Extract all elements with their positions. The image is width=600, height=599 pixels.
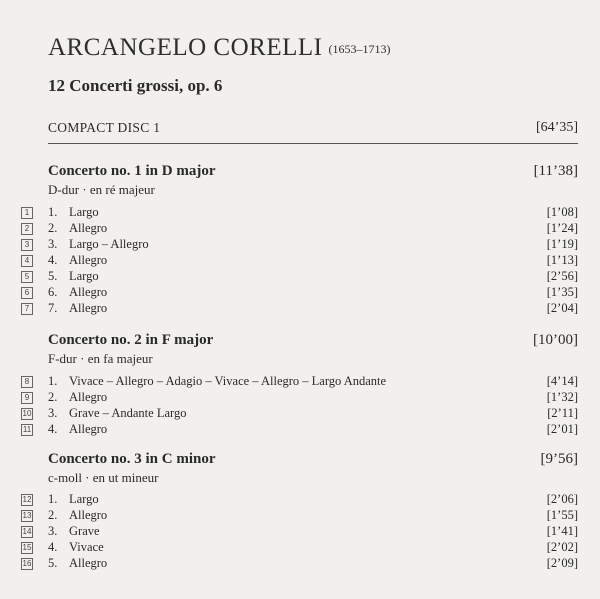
movement-name: Allegro <box>69 253 108 267</box>
concerto-title: Concerto no. 3 in C minor <box>48 451 216 467</box>
concerto-duration: [10’00] <box>533 332 578 348</box>
track-duration: [4’14] <box>546 374 578 388</box>
track-row[interactable] <box>0 221 600 237</box>
composer-name: ARCANGELO CORELLI <box>48 34 323 61</box>
movement-name: Grave – Andante Largo <box>69 406 187 420</box>
track-row[interactable] <box>0 556 600 572</box>
track-duration: [1’32] <box>546 390 578 404</box>
track-number-box: 1 <box>21 207 33 219</box>
movement-number: 4. <box>48 540 58 554</box>
track-duration: [1’24] <box>546 221 578 235</box>
track-duration: [1’35] <box>546 285 578 299</box>
track-number-box: 6 <box>21 287 33 299</box>
movement-number: 4. <box>48 253 58 267</box>
track-row[interactable] <box>0 524 600 540</box>
movement-name: Allegro <box>69 221 108 235</box>
movement-name: Allegro <box>69 556 108 570</box>
track-duration: [2’04] <box>546 301 578 315</box>
movement-name: Allegro <box>69 390 108 404</box>
track-number-box: 13 <box>22 511 32 520</box>
movement-number: 2. <box>48 508 58 522</box>
track-number-box: 11 <box>22 425 32 434</box>
track-row[interactable] <box>0 285 600 301</box>
concerto-title: Concerto no. 1 in D major <box>48 163 216 179</box>
track-duration: [1’08] <box>546 205 578 219</box>
movement-number: 6. <box>48 285 58 299</box>
track-duration: [1’55] <box>546 508 578 522</box>
track-number-box: 3 <box>21 239 33 251</box>
movement-name: Vivace – Allegro – Adagio – Vivace – Allegro – Largo Andante <box>69 374 387 388</box>
movement-number: 7. <box>48 301 58 315</box>
track-duration: [1’41] <box>546 524 578 538</box>
track-duration: [2’01] <box>546 422 578 436</box>
track-number-box: 5 <box>21 271 33 283</box>
movement-name: Allegro <box>69 422 108 436</box>
track-duration: [2’09] <box>546 556 578 570</box>
track-row[interactable] <box>0 301 600 317</box>
track-number-box: 9 <box>21 392 33 404</box>
movement-number: 5. <box>48 269 58 283</box>
track-row[interactable] <box>0 237 600 253</box>
movement-number: 4. <box>48 422 58 436</box>
track-duration: [1’13] <box>546 253 578 267</box>
composer-heading <box>48 34 390 62</box>
disc-duration: [64’35] <box>536 120 578 135</box>
track-row[interactable] <box>0 390 600 406</box>
track-duration: [2’02] <box>546 540 578 554</box>
movement-name: Grave <box>69 524 100 538</box>
track-number-box: 8 <box>21 376 33 388</box>
track-row[interactable] <box>0 508 600 524</box>
movement-name: Allegro <box>69 508 108 522</box>
work-title: 12 Concerti grossi, op. 6 <box>48 76 223 95</box>
track-number-box: 16 <box>22 559 32 568</box>
track-number-box: 7 <box>21 303 33 315</box>
track-number-box: 4 <box>21 255 33 267</box>
movement-name: Allegro <box>69 301 108 315</box>
track-number-box: 14 <box>22 527 32 536</box>
movement-number: 1. <box>48 492 58 506</box>
concerto-subtitle: c-moll · en ut mineur <box>48 470 159 485</box>
movement-name: Allegro <box>69 285 108 299</box>
concerto-duration: [9’56] <box>540 451 578 467</box>
track-duration: [1’19] <box>546 237 578 251</box>
movement-number: 1. <box>48 374 58 388</box>
track-row[interactable] <box>0 374 600 390</box>
divider <box>48 143 578 144</box>
movement-name: Largo <box>69 269 99 283</box>
track-duration: [2’56] <box>546 269 578 283</box>
concerto-duration: [11’38] <box>533 163 578 179</box>
movement-number: 3. <box>48 237 58 251</box>
track-row[interactable] <box>0 406 600 422</box>
track-duration: [2’11] <box>547 406 578 420</box>
disc-label: COMPACT DISC 1 <box>48 120 161 135</box>
movement-name: Largo <box>69 492 99 506</box>
movement-name: Largo – Allegro <box>69 237 149 251</box>
movement-name: Vivace <box>69 540 104 554</box>
movement-name: Largo <box>69 205 99 219</box>
track-number-box: 15 <box>22 543 32 552</box>
movement-number: 3. <box>48 524 58 538</box>
movement-number: 3. <box>48 406 58 420</box>
movement-number: 2. <box>48 390 58 404</box>
track-number-box: 10 <box>22 409 32 418</box>
track-number-box: 2 <box>21 223 33 235</box>
track-row[interactable] <box>0 422 600 438</box>
track-row[interactable] <box>0 253 600 269</box>
track-row[interactable] <box>0 540 600 556</box>
concerto-subtitle: F-dur · en fa majeur <box>48 351 153 366</box>
track-row[interactable] <box>0 269 600 285</box>
disc-header <box>48 120 578 136</box>
track-row[interactable] <box>0 205 600 221</box>
track-row[interactable] <box>0 492 600 508</box>
composer-dates: (1653–1713) <box>328 42 391 56</box>
movement-number: 5. <box>48 556 58 570</box>
concerto-title: Concerto no. 2 in F major <box>48 332 214 348</box>
track-duration: [2’06] <box>546 492 578 506</box>
movement-number: 1. <box>48 205 58 219</box>
movement-number: 2. <box>48 221 58 235</box>
track-number-box: 12 <box>22 495 32 504</box>
concerto-subtitle: D-dur · en ré majeur <box>48 182 155 197</box>
